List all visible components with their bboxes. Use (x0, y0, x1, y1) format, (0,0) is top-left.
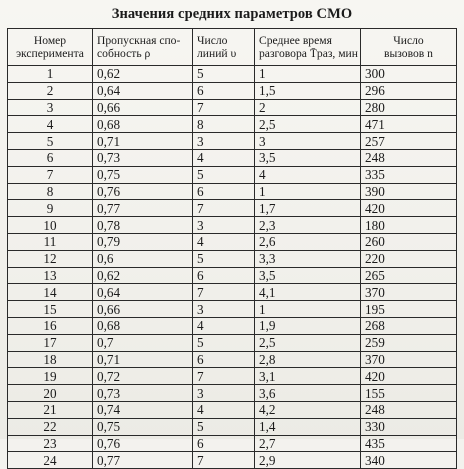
cell-throughput: 0,68 (93, 317, 193, 334)
cell-calls: 340 (361, 452, 457, 469)
header-throughput: Пропускная спо- собность ρ (93, 29, 193, 66)
cell-lines: 6 (193, 435, 255, 452)
cell-throughput: 0,77 (93, 200, 193, 217)
cell-talk-time: 1,5 (255, 82, 361, 99)
cell-calls: 180 (361, 217, 457, 234)
cell-talk-time: 2 (255, 99, 361, 116)
cell-calls: 268 (361, 317, 457, 334)
table-row (8, 149, 457, 166)
cell-calls: 335 (361, 166, 457, 183)
cell-experiment: 12 (8, 250, 93, 267)
cell-experiment: 22 (8, 418, 93, 435)
cell-calls: 296 (361, 82, 457, 99)
parameters-table (7, 28, 457, 469)
cell-lines: 6 (193, 351, 255, 368)
table-body (8, 66, 457, 469)
cell-calls: 420 (361, 200, 457, 217)
cell-lines: 5 (193, 418, 255, 435)
table-row (8, 317, 457, 334)
table-title: Значения средних параметров СМО (111, 6, 353, 22)
cell-throughput: 0,6 (93, 250, 193, 267)
cell-experiment: 23 (8, 435, 93, 452)
cell-talk-time: 2,6 (255, 233, 361, 250)
cell-throughput: 0,76 (93, 435, 193, 452)
cell-throughput: 0,66 (93, 99, 193, 116)
cell-experiment: 1 (8, 66, 93, 83)
cell-talk-time: 3 (255, 133, 361, 150)
cell-experiment: 17 (8, 334, 93, 351)
cell-talk-time: 2,7 (255, 435, 361, 452)
cell-calls: 471 (361, 116, 457, 133)
cell-lines: 6 (193, 82, 255, 99)
cell-throughput: 0,64 (93, 82, 193, 99)
cell-throughput: 0,62 (93, 267, 193, 284)
cell-calls: 370 (361, 284, 457, 301)
table-row (8, 385, 457, 402)
cell-experiment: 10 (8, 217, 93, 234)
cell-throughput: 0,78 (93, 217, 193, 234)
cell-lines: 5 (193, 166, 255, 183)
cell-experiment: 13 (8, 267, 93, 284)
cell-calls: 248 (361, 149, 457, 166)
cell-experiment: 18 (8, 351, 93, 368)
cell-calls: 257 (361, 133, 457, 150)
cell-throughput: 0,73 (93, 149, 193, 166)
cell-throughput: 0,75 (93, 418, 193, 435)
table-row (8, 99, 457, 116)
cell-lines: 5 (193, 66, 255, 83)
cell-throughput: 0,62 (93, 66, 193, 83)
cell-lines: 3 (193, 133, 255, 150)
cell-lines: 7 (193, 200, 255, 217)
cell-experiment: 19 (8, 368, 93, 385)
cell-calls: 195 (361, 301, 457, 318)
cell-talk-time: 1,4 (255, 418, 361, 435)
cell-talk-time: 1,9 (255, 317, 361, 334)
table-row (8, 452, 457, 469)
cell-calls: 280 (361, 99, 457, 116)
cell-talk-time: 2,8 (255, 351, 361, 368)
cell-talk-time: 2,9 (255, 452, 361, 469)
table-row (8, 401, 457, 418)
cell-talk-time: 3,5 (255, 149, 361, 166)
header-calls: Число вызовов n (361, 29, 457, 66)
cell-lines: 7 (193, 452, 255, 469)
cell-lines: 7 (193, 99, 255, 116)
cell-lines: 3 (193, 217, 255, 234)
cell-experiment: 6 (8, 149, 93, 166)
cell-lines: 4 (193, 317, 255, 334)
cell-talk-time: 4,1 (255, 284, 361, 301)
cell-talk-time: 3,5 (255, 267, 361, 284)
cell-throughput: 0,79 (93, 233, 193, 250)
table-row (8, 418, 457, 435)
cell-lines: 6 (193, 183, 255, 200)
cell-calls: 248 (361, 401, 457, 418)
header-lines: Число линий υ (193, 29, 255, 66)
cell-experiment: 14 (8, 284, 93, 301)
cell-calls: 220 (361, 250, 457, 267)
table-row (8, 351, 457, 368)
cell-talk-time: 2,3 (255, 217, 361, 234)
cell-lines: 7 (193, 368, 255, 385)
cell-talk-time: 4 (255, 166, 361, 183)
cell-throughput: 0,66 (93, 301, 193, 318)
table-row (8, 133, 457, 150)
table-row (8, 435, 457, 452)
cell-lines: 5 (193, 250, 255, 267)
cell-throughput: 0,76 (93, 183, 193, 200)
cell-calls: 300 (361, 66, 457, 83)
header-talk-time: Среднее время разговора T̄раз, мин (255, 29, 361, 66)
cell-experiment: 15 (8, 301, 93, 318)
cell-talk-time: 2,5 (255, 334, 361, 351)
cell-experiment: 5 (8, 133, 93, 150)
cell-experiment: 7 (8, 166, 93, 183)
cell-throughput: 0,74 (93, 401, 193, 418)
cell-experiment: 2 (8, 82, 93, 99)
table-row (8, 116, 457, 133)
table-row (8, 66, 457, 83)
cell-talk-time: 1,7 (255, 200, 361, 217)
table-row (8, 166, 457, 183)
cell-lines: 4 (193, 233, 255, 250)
cell-calls: 155 (361, 385, 457, 402)
table-row (8, 267, 457, 284)
table-row (8, 284, 457, 301)
cell-talk-time: 4,2 (255, 401, 361, 418)
cell-throughput: 0,73 (93, 385, 193, 402)
cell-experiment: 24 (8, 452, 93, 469)
cell-calls: 435 (361, 435, 457, 452)
cell-throughput: 0,71 (93, 133, 193, 150)
cell-talk-time: 1 (255, 301, 361, 318)
cell-calls: 260 (361, 233, 457, 250)
header-experiment: Номер эксперимента (8, 29, 93, 66)
table-row (8, 368, 457, 385)
table-row (8, 200, 457, 217)
cell-lines: 4 (193, 401, 255, 418)
table-row (8, 183, 457, 200)
cell-lines: 6 (193, 267, 255, 284)
cell-lines: 3 (193, 385, 255, 402)
cell-talk-time: 3,6 (255, 385, 361, 402)
cell-calls: 370 (361, 351, 457, 368)
cell-experiment: 20 (8, 385, 93, 402)
cell-throughput: 0,68 (93, 116, 193, 133)
cell-calls: 265 (361, 267, 457, 284)
cell-calls: 259 (361, 334, 457, 351)
cell-throughput: 0,7 (93, 334, 193, 351)
cell-throughput: 0,71 (93, 351, 193, 368)
table-row (8, 301, 457, 318)
cell-lines: 3 (193, 301, 255, 318)
table-row (8, 82, 457, 99)
table-row (8, 334, 457, 351)
cell-calls: 390 (361, 183, 457, 200)
table-row (8, 233, 457, 250)
cell-calls: 330 (361, 418, 457, 435)
cell-experiment: 4 (8, 116, 93, 133)
cell-lines: 5 (193, 334, 255, 351)
cell-experiment: 3 (8, 99, 93, 116)
cell-talk-time: 3,1 (255, 368, 361, 385)
cell-experiment: 21 (8, 401, 93, 418)
cell-experiment: 8 (8, 183, 93, 200)
cell-throughput: 0,77 (93, 452, 193, 469)
cell-lines: 7 (193, 284, 255, 301)
cell-experiment: 9 (8, 200, 93, 217)
cell-throughput: 0,75 (93, 166, 193, 183)
cell-talk-time: 1 (255, 183, 361, 200)
cell-talk-time: 3,3 (255, 250, 361, 267)
table-row (8, 217, 457, 234)
cell-lines: 8 (193, 116, 255, 133)
cell-throughput: 0,72 (93, 368, 193, 385)
cell-experiment: 16 (8, 317, 93, 334)
cell-calls: 420 (361, 368, 457, 385)
cell-talk-time: 1 (255, 66, 361, 83)
cell-experiment: 11 (8, 233, 93, 250)
cell-talk-time: 2,5 (255, 116, 361, 133)
cell-lines: 4 (193, 149, 255, 166)
table-header-row (8, 29, 457, 66)
table-row (8, 250, 457, 267)
cell-throughput: 0,64 (93, 284, 193, 301)
